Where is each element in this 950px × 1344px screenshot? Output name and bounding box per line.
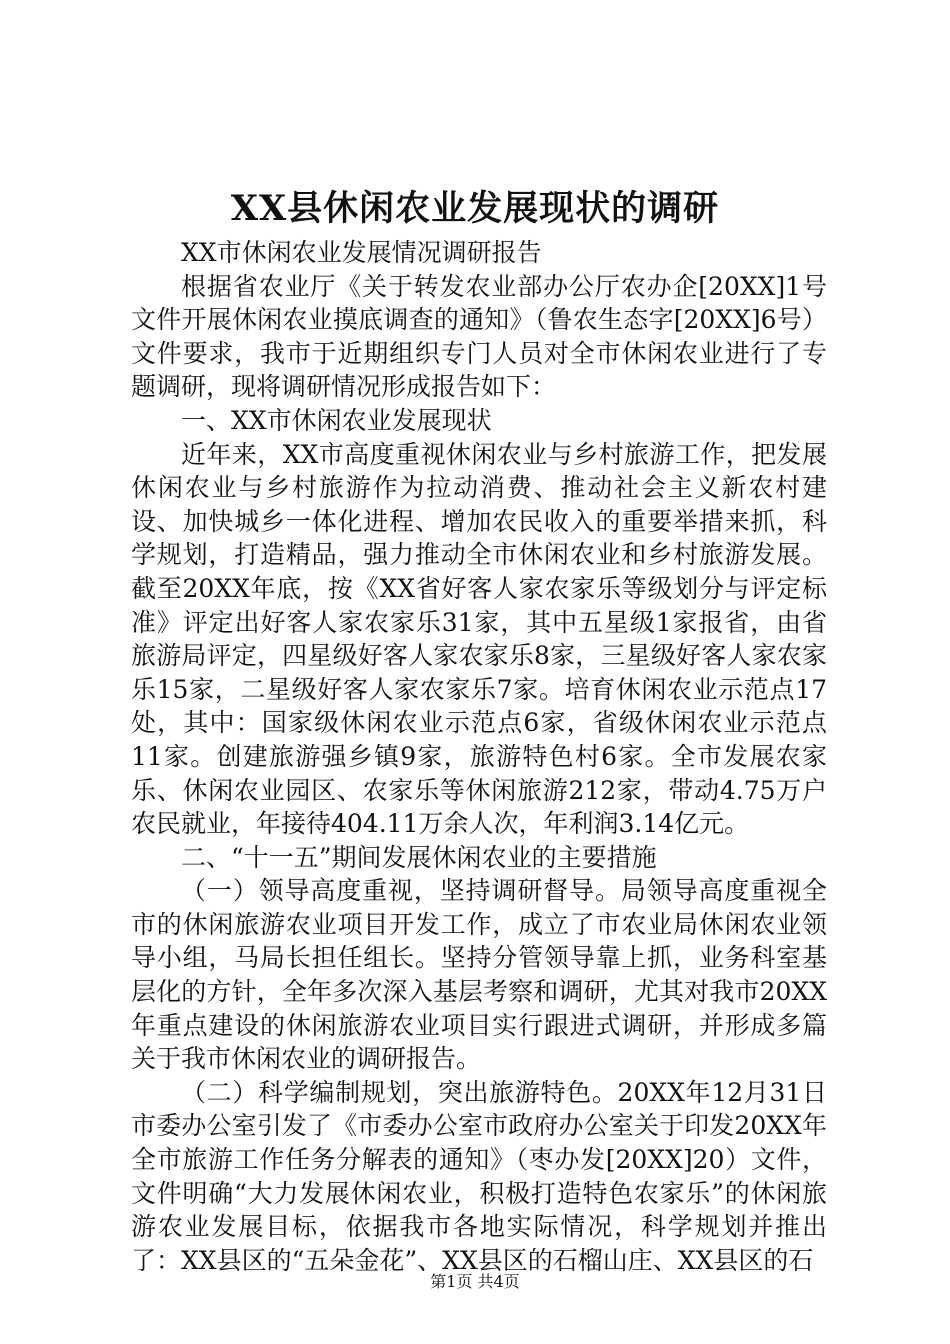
section-heading-1: 一、XX市休闲农业发展现状: [181, 405, 492, 435]
paragraph-intro: 根据省农业厅《关于转发农业部办公厅农办企[20XX]1号文件开展休闲农业摸底调查的通知》（鲁农生态字[20XX]6号）文件要求，我市于近期组织专门人员对全市休闲农业进行了专题调研，现将调研情况形成报告如下：: [131, 271, 827, 402]
page-footer: 第1页 共4页: [430, 1272, 520, 1291]
document-body: [131, 236, 827, 1277]
paragraph-measure-2: （二）科学编制规划，突出旅游特色。20XX年12月31日市委办公室引发了《市委办公室市政府办公室关于印发20XX年全市旅游工作任务分解表的通知》（枣办发[20XX]20）文件，文件明确“大力发展休闲农业，积极打造特色农家乐”的休闲旅游农业发展目标，依据我市各地实际情况，科学规划并推出了：XX县区的“五朵金花”、XX县区的石榴山庄、XX县区的石: [131, 1077, 827, 1275]
paragraph-measure-1: （一）领导高度重视，坚持调研督导。局领导高度重视全市的休闲旅游农业项目开发工作，成立了市农业局休闲农业领导小组，马局长担任组长。坚持分管领导靠上抓，业务科室基层化的方针，全年多次深入基层考察和调研，尤其对我市20XX年重点建设的休闲旅游农业项目实行跟进式调研，并形成多篇关于我市休闲农业的调研报告。: [131, 876, 827, 1074]
document-title: XX县休闲农业发展现状的调研: [230, 188, 720, 229]
paragraph-status: 近年来，XX市高度重视休闲农业与乡村旅游工作，把发展休闲农业与乡村旅游作为拉动消费、推动社会主义新农村建设、加快城乡一体化进程、增加农民收入的重要举措来抓，科学规划，打造精品，强力推动全市休闲农业和乡村旅游发展。截至20XX年底，按《XX省好客人家农家乐等级划分与评定标准》评定出好客人家农家乐31家，其中五星级1家报省，由省旅游局评定，四星级好客人家农家乐8家，三星级好客人家农家乐15家，二星级好客人家农家乐7家。培育休闲农业示范点17处，其中：国家级休闲农业示范点6家，省级休闲农业示范点11家。创建旅游强乡镇9家，旅游特色村6家。全市发展农家乐、休闲农业园区、农家乐等休闲旅游212家，带动4.75万户农民就业，年接待404.11万余人次，年利润3.14亿元。: [131, 439, 827, 839]
section-heading-2: 二、“十一五”期间发展休闲农业的主要措施: [181, 842, 657, 872]
report-subtitle: XX市休闲农业发展情况调研报告: [181, 238, 542, 267]
